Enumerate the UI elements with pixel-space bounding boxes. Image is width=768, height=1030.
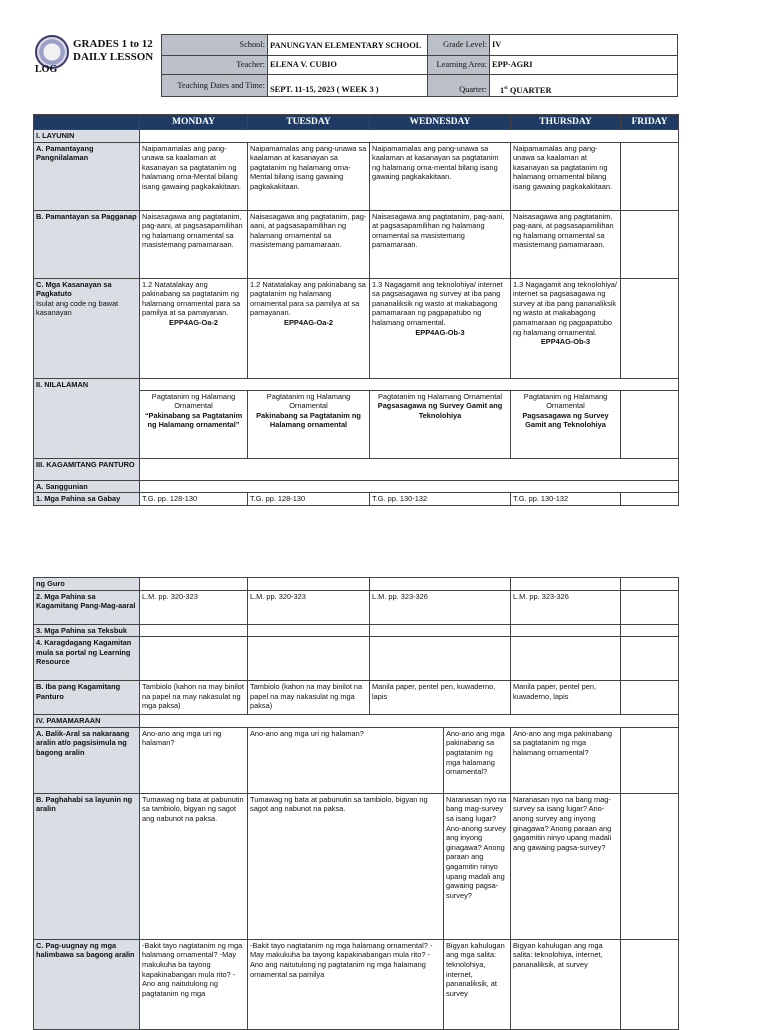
cell-gabay-thursday: T.G. pp. 130-132 bbox=[511, 493, 621, 506]
code-c-wednesday: EPP4AG-Ob-3 bbox=[415, 327, 465, 337]
row-iba-pang-kagamitan bbox=[34, 681, 679, 715]
cell-c-tuesday: 1.2 Natatalakay ang pakinabang sa pagtatanim ng halamang ornamental para sa pamilya at sa pamayanan. EPP4AG-Oa-2 bbox=[248, 278, 370, 378]
teacher-label: Teacher: bbox=[162, 56, 268, 75]
row-karagdagang-kagamitan bbox=[34, 637, 679, 681]
row-pamantayang-pangnilalaman bbox=[34, 142, 679, 210]
cell-a-tuesday: Naipamamalas ang pang-unawa sa kaalaman at kasanayan sa pagtatanim ng halamang orna-Mental bilang isang gawaing pagkakakitaan. bbox=[248, 142, 370, 210]
deped-logo-block bbox=[33, 32, 161, 78]
row-teksbuk bbox=[34, 624, 679, 637]
section-kagamitang-panturo: III. KAGAMITANG PANTURO bbox=[34, 458, 140, 480]
quarter-label: Quarter: bbox=[428, 75, 490, 97]
cell-pa-thursday: Ano-ano ang mga pakinabang sa pagtatanim ng mga halamang ornamental? bbox=[511, 727, 621, 793]
code-c-thursday: EPP4AG-Ob-3 bbox=[540, 337, 591, 347]
cell-lm-wednesday: L.M. pp. 323-326 bbox=[370, 590, 511, 624]
cell-pa-monday: Ano-ano ang mga uri ng halaman? bbox=[140, 727, 248, 793]
cell-lm-thursday: L.M. pp. 323-326 bbox=[511, 590, 621, 624]
teacher-value: ELENA V. CUBIO bbox=[268, 56, 428, 75]
cell-iba-wednesday: Manila paper, pentel pen, kuwaderno, lapis bbox=[370, 681, 511, 715]
cell-iba-thursday: Manila paper, pentel pen, kuwaderno, lapis bbox=[511, 681, 621, 715]
label-sanggunian: A. Sanggunian bbox=[34, 480, 140, 493]
cell-c-monday: 1.2 Natatalakay ang pakinabang sa pagtatanim ng halamang ornamental para sa pamilya at sa pamayanan. EPP4AG-Oa-2 bbox=[140, 278, 248, 378]
label-kagamitang-pang-mag-aaral: 2. Mga Pahina sa Kagamitang Pang-Mag-aaral bbox=[34, 590, 140, 624]
section-layunin: I. LAYUNIN bbox=[34, 130, 140, 143]
row-balik-aral bbox=[34, 727, 679, 793]
cell-n-wednesday: Pagtatanim ng Halamang Ornamental Pagsasagawa ng Survey Gamit ang Teknolohiya bbox=[370, 390, 511, 458]
label-kasanayan-sub: Isulat ang code ng bawat kasanayan bbox=[36, 298, 119, 318]
cell-pb-tuesday: Tumawag ng bata at pabunutin sa tambiolo, bigyan ng sagot ang nabunot na paksa. bbox=[248, 793, 444, 939]
learning-area-label: Learning Area: bbox=[428, 56, 490, 75]
cell-iba-monday: Tambiolo (kahon na may binilot na papel na may nakasulat ng mga paksa) bbox=[140, 681, 248, 715]
section-row-layunin bbox=[34, 130, 679, 143]
cell-n-thursday: Pagtatanim ng Halamang Ornamental Pagsasagawa ng Survey Gamit ang Teknolohiya bbox=[511, 390, 621, 458]
section-row-nilalaman bbox=[34, 378, 679, 390]
logo-title-line3: LOG bbox=[35, 64, 58, 75]
cell-pc-tuesday: -Bakit tayo nagtatanim ng mga halamang ornamental? -May makukuha ba tayong kapakinabangan mula rito? -Ano ang naitutulong ng pagtatanim ng mga halamang ornamental sa pamilya bbox=[248, 939, 444, 1029]
label-gabay: 1. Mga Pahina sa Gabay bbox=[34, 493, 140, 506]
school-label: School: bbox=[162, 35, 268, 56]
label-iba-pang-kagamitan: B. Iba pang Kagamitang Panturo bbox=[34, 681, 140, 715]
day-header-row bbox=[34, 115, 679, 130]
cell-pb-thursday: Naranasan nyo na bang mag-survey sa isang lugar? Ano-anong survey ang inyong ginagawa? Anong paraan ang gagamitin ninyo upang madali ang gawaing pagsa-survey? bbox=[511, 793, 621, 939]
grade-level-value: IV bbox=[490, 35, 678, 56]
section-pamamaraan: IV. PAMAMARAAN bbox=[34, 715, 140, 728]
lesson-log-table-part1 bbox=[33, 114, 679, 506]
cell-gabay-tuesday: T.G. pp. 128-130 bbox=[248, 493, 370, 506]
day-friday: FRIDAY bbox=[621, 115, 679, 130]
cell-b-monday: Naisasagawa ang pagtatanim, pag-aani, at pagsasapamilihan ng halamang ornamental sa masistemang pamamaraan. bbox=[140, 210, 248, 278]
cell-pa-tuesday: Ano-ano ang mga uri ng halaman? bbox=[248, 727, 444, 793]
cell-a-wednesday: Naipamamalas ang pang-unawa sa kaalaman at kasanayan sa pagtatanim ng halamang orna-mental bilang isang gawaing pagkakakitaan. bbox=[370, 142, 511, 210]
label-mga-kasanayan: C. Mga Kasanayan sa Pagkatuto Isulat ang code ng bawat kasanayan bbox=[34, 278, 140, 378]
cell-a-thursday: Naipamamalas ang pang-unawa sa kaalaman at kasanayan sa pagtatanim ng halamang ornamental bilang isang gawaing pagkakakitaan. bbox=[511, 142, 621, 210]
day-thursday: THURSDAY bbox=[511, 115, 621, 130]
cell-b-tuesday: Naisasagawa ang pagtatanim, pag-aani, at pagsasapamilihan ng halamang ornamental sa masistemang pamamaraan. bbox=[248, 210, 370, 278]
section-row-kagamitan bbox=[34, 458, 679, 480]
label-pamantayan-sa-pagganap: B. Pamantayan sa Pagganap bbox=[34, 210, 140, 278]
header-info-table bbox=[161, 34, 678, 97]
cell-gabay-wednesday: T.G. pp. 130-132 bbox=[370, 493, 511, 506]
cell-iba-tuesday: Tambiolo (kahon na may binilot na papel na may nakasulat ng mga paksa) bbox=[248, 681, 370, 715]
code-c-tuesday: EPP4AG-Oa-2 bbox=[284, 317, 333, 327]
quarter-value: 1st QUARTER bbox=[490, 75, 678, 97]
label-pamantayang-pangnilalaman: A. Pamantayang Pangnilalaman bbox=[34, 142, 140, 210]
section-row-pamamaraan bbox=[34, 715, 679, 728]
label-pag-uugnay: C. Pag-uugnay ng mga halimbawa sa bagong aralin bbox=[34, 939, 140, 1029]
row-pamantayan-sa-pagganap bbox=[34, 210, 679, 278]
section-nilalaman: II. NILALAMAN bbox=[34, 378, 140, 458]
logo-title-line2: DAILY LESSON bbox=[73, 51, 154, 63]
cell-pb-wednesday: Naranasan nyo na bang mag-survey sa isang lugar? Ano-anong survey ang inyong ginagawa? Anong paraan ang gagamitin ninyo upang madali ang gawaing pagsa-survey? bbox=[444, 793, 511, 939]
day-monday: MONDAY bbox=[140, 115, 248, 130]
cell-pa-wednesday: Ano-ano ang mga pakinabang sa pagtatanim ng mga halamang ornamental? bbox=[444, 727, 511, 793]
label-karagdagang-kagamitan: 4. Karagdagang Kagamitan mula sa portal ng Learning Resource bbox=[34, 637, 140, 681]
learning-area-value: EPP-AGRI bbox=[490, 56, 678, 75]
label-paghahabi: B. Paghahabi sa layunin ng aralin bbox=[34, 793, 140, 939]
teaching-dates-label: Teaching Dates and Time: bbox=[162, 75, 268, 97]
cell-c-thursday: 1.3 Nagagamit ang teknolohiya/ internet sa pagsasagawa ng survey at iba pang pananaliksik ng wasto at makabagong pamamaraan ng pagpapatubo ng halamang ornamental. EPP4AG-Ob-3 bbox=[511, 278, 621, 378]
cell-pc-monday: -Bakit tayo nagtatanim ng mga halamang ornamental? -May makukuha ba tayong kapakinabangan mula rito? -Ano ang naitutulong ng pagtatanim ng mga bbox=[140, 939, 248, 1029]
cell-n-monday: Pagtatanim ng Halamang Ornamental “Pakinabang sa Pagtatanim ng Halamang ornamental” bbox=[140, 390, 248, 458]
code-c-monday: EPP4AG-Oa-2 bbox=[169, 317, 218, 327]
cell-pb-monday: Tumawag ng bata at pabunutin sa tambiolo, bigyan ng sagot ang nabunot na paksa. bbox=[140, 793, 248, 939]
cell-lm-monday: L.M. pp. 320-323 bbox=[140, 590, 248, 624]
grade-level-label: Grade Level: bbox=[428, 35, 490, 56]
lesson-log-table-part2 bbox=[33, 577, 679, 1030]
label-gabay-continued: ng Guro bbox=[34, 578, 140, 591]
row-sanggunian bbox=[34, 480, 679, 493]
cell-c-wednesday: 1.3 Nagagamit ang teknolohiya/ internet sa pagsasagawa ng survey at iba pang pananaliksik ng wasto at makabagong pamamaraan ng pagpapatubo ng halamang ornamental. EPP4AG-Ob-3 bbox=[370, 278, 511, 378]
label-balik-aral: A. Balik-Aral sa nakaraang aralin at/o pagsisimula ng bagong aralin bbox=[34, 727, 140, 793]
cell-n-tuesday: Pagtatanim ng Halamang Ornamental Pakinabang sa Pagtatanim ng Halamang ornamental bbox=[248, 390, 370, 458]
logo-title-line1: GRADES 1 to 12 bbox=[73, 38, 153, 50]
cell-pc-thursday: Bigyan kahulugan ang mga salita: teknolohiya, internet, pananaliksik, at survey bbox=[511, 939, 621, 1029]
cell-pc-wednesday: Bigyan kahulugan ang mga salita: teknolohiya, internet, pananaliksik, at survey bbox=[444, 939, 511, 1029]
cell-a-monday: Naipamamalas ang pang-unawa sa kaalaman at kasanayan sa pagtatanim ng halamang orna-Mental bilang isang gawaing pagkakakitaan. bbox=[140, 142, 248, 210]
day-tuesday: TUESDAY bbox=[248, 115, 370, 130]
cell-gabay-monday: T.G. pp. 128-130 bbox=[140, 493, 248, 506]
school-value: PANUNGYAN ELEMENTARY SCHOOL bbox=[268, 35, 428, 56]
teaching-dates-value: SEPT. 11-15, 2023 ( WEEK 3 ) bbox=[268, 75, 428, 97]
cell-lm-tuesday: L.M. pp. 320-323 bbox=[248, 590, 370, 624]
row-gabay-continued bbox=[34, 578, 679, 591]
cell-b-wednesday: Naisasagawa ang pagtatanim, pag-aani, at pagsasapamilihan ng halamang ornamental sa masistemang pamamaraan. bbox=[370, 210, 511, 278]
row-mga-kasanayan bbox=[34, 278, 679, 378]
row-kagamitang-pang-mag-aaral bbox=[34, 590, 679, 624]
cell-b-thursday: Naisasagawa ang pagtatanim, pag-aani, at pagsasapamilihan ng halamang ornamental sa masistemang pamamaraan. bbox=[511, 210, 621, 278]
day-wednesday: WEDNESDAY bbox=[370, 115, 511, 130]
label-teksbuk: 3. Mga Pahina sa Teksbuk bbox=[34, 624, 140, 637]
row-pag-uugnay bbox=[34, 939, 679, 1029]
row-paghahabi bbox=[34, 793, 679, 939]
row-gabay bbox=[34, 493, 679, 506]
